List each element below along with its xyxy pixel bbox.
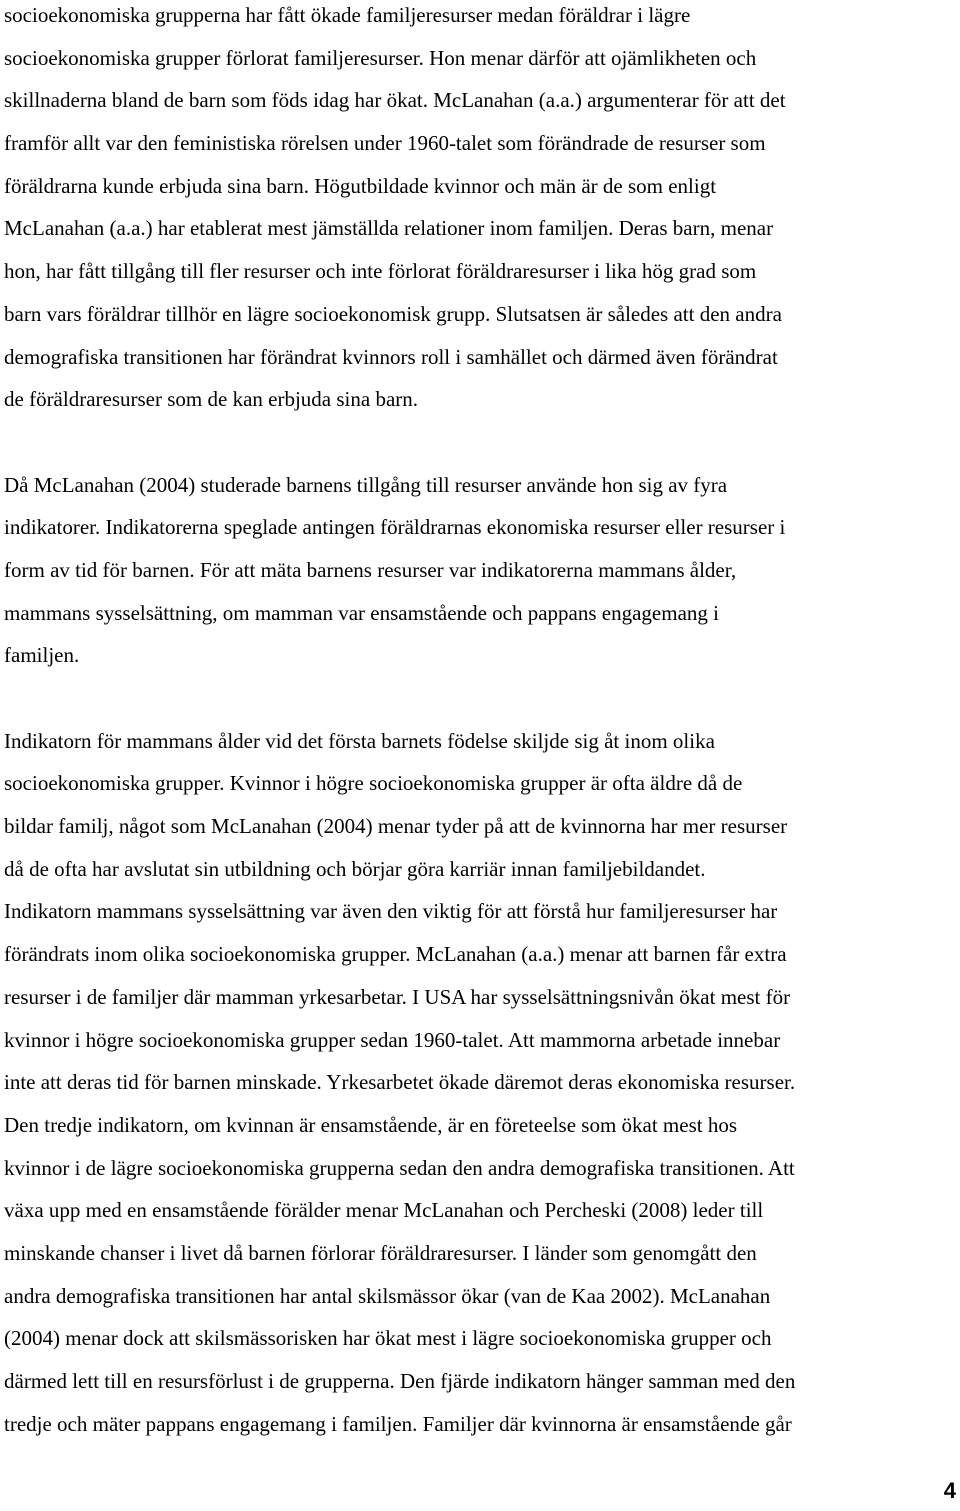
text-line: McLanahan (a.a.) har etablerat mest jämställda relationer inom familjen. Deras barn, menar — [4, 216, 774, 241]
text-line: socioekonomiska grupper förlorat familjeresurser. Hon menar därför att ojämlikheten och — [4, 45, 757, 70]
text-line: de föräldraresurser som de kan erbjuda sina barn. — [4, 387, 419, 412]
text-line: tredje och mäter pappans engagemang i familjen. Familjer där kvinnorna är ensamstående går — [4, 1411, 792, 1436]
text-line: socioekonomiska grupperna har fått ökade familjeresurser medan föräldrar i lägre — [4, 3, 691, 27]
paragraph-1 — [4, 0, 938, 421]
text-line: bildar familj, något som McLanahan (2004) menar tyder på att de kvinnorna har mer resurser — [4, 814, 788, 839]
text-line: mammans sysselsättning, om mamman var ensamstående och pappans engagemang i — [4, 600, 719, 625]
text-line: kvinnor i högre socioekonomiska grupper sedan 1960-talet. Att mammorna arbetade innebar — [4, 1027, 781, 1052]
text-line: (2004) menar dock att skilsmässorisken har ökat mest i lägre socioekonomiska grupper och — [4, 1326, 772, 1351]
text-line: förändrats inom olika socioekonomiska grupper. McLanahan (a.a.) menar att barnen får extra — [4, 942, 787, 967]
text-line: Den tredje indikatorn, om kvinnan är ensamstående, är en företeelse som ökat mest hos — [4, 1112, 738, 1137]
text-line: resurser i de familjer där mamman yrkesarbetar. I USA har sysselsättningsnivån ökat mest för — [4, 984, 791, 1009]
text-line: inte att deras tid för barnen minskade. Yrkesarbetet ökade däremot deras ekonomiska resurser. — [4, 1070, 796, 1095]
text-line: hon, har fått tillgång till fler resurser och inte förlorat föräldraresurser i lika hög grad som — [4, 259, 757, 284]
text-line: Indikatorn för mammans ålder vid det första barnets födelse skiljde sig åt inom olika — [4, 728, 715, 753]
document-body — [4, 0, 938, 1445]
paragraph-spacer — [4, 677, 938, 720]
text-line: demografiska transitionen har förändrat kvinnors roll i samhället och därmed även förändrat — [4, 344, 778, 369]
text-line: barn vars föräldrar tillhör en lägre socioekonomisk grupp. Slutsatsen är således att den andra — [4, 301, 782, 326]
text-line: Då McLanahan (2004) studerade barnens tillgång till resurser använde hon sig av fyra — [4, 472, 728, 497]
text-line: Indikatorn mammans sysselsättning var även den viktig för att förstå hur familjeresurser har — [4, 899, 778, 924]
text-line: andra demografiska transitionen har antal skilsmässor ökar (van de Kaa 2002). McLanahan — [4, 1283, 771, 1308]
text-line: därmed lett till en resursförlust i de grupperna. Den fjärde indikatorn hänger samman med den — [4, 1369, 796, 1393]
text-line: då de ofta har avslutat sin utbildning och börjar göra karriär innan familjebildandet. — [4, 856, 706, 881]
text-line: framför allt var den feministiska rörelsen under 1960-talet som förändrade de resurser som — [4, 131, 766, 156]
paragraph-spacer — [4, 421, 938, 464]
text-line: föräldrarna kunde erbjuda sina barn. Högutbildade kvinnor och män är de som enligt — [4, 173, 717, 198]
paragraph-2 — [4, 464, 938, 677]
text-line: kvinnor i de lägre socioekonomiska grupperna sedan den andra demografiska transitionen. Att — [4, 1155, 795, 1180]
paragraph-3 — [4, 720, 938, 1446]
text-line: form av tid för barnen. För att mäta barnens resurser var indikatorerna mammans ålder, — [4, 557, 737, 582]
text-line: skillnaderna bland de barn som föds idag har ökat. McLanahan (a.a.) argumenterar för att det — [4, 88, 786, 113]
page-number: 4 — [943, 1478, 956, 1503]
text-line: socioekonomiska grupper. Kvinnor i högre socioekonomiska grupper är ofta äldre då de — [4, 771, 743, 796]
text-line: familjen. — [4, 643, 80, 668]
text-line: indikatorer. Indikatorerna speglade antingen föräldrarnas ekonomiska resurser eller resurser i — [4, 515, 786, 540]
text-line: växa upp med en ensamstående förälder menar McLanahan och Percheski (2008) leder till — [4, 1198, 764, 1223]
text-line: minskande chanser i livet då barnen förlorar föräldraresurser. I länder som genomgått den — [4, 1240, 757, 1265]
